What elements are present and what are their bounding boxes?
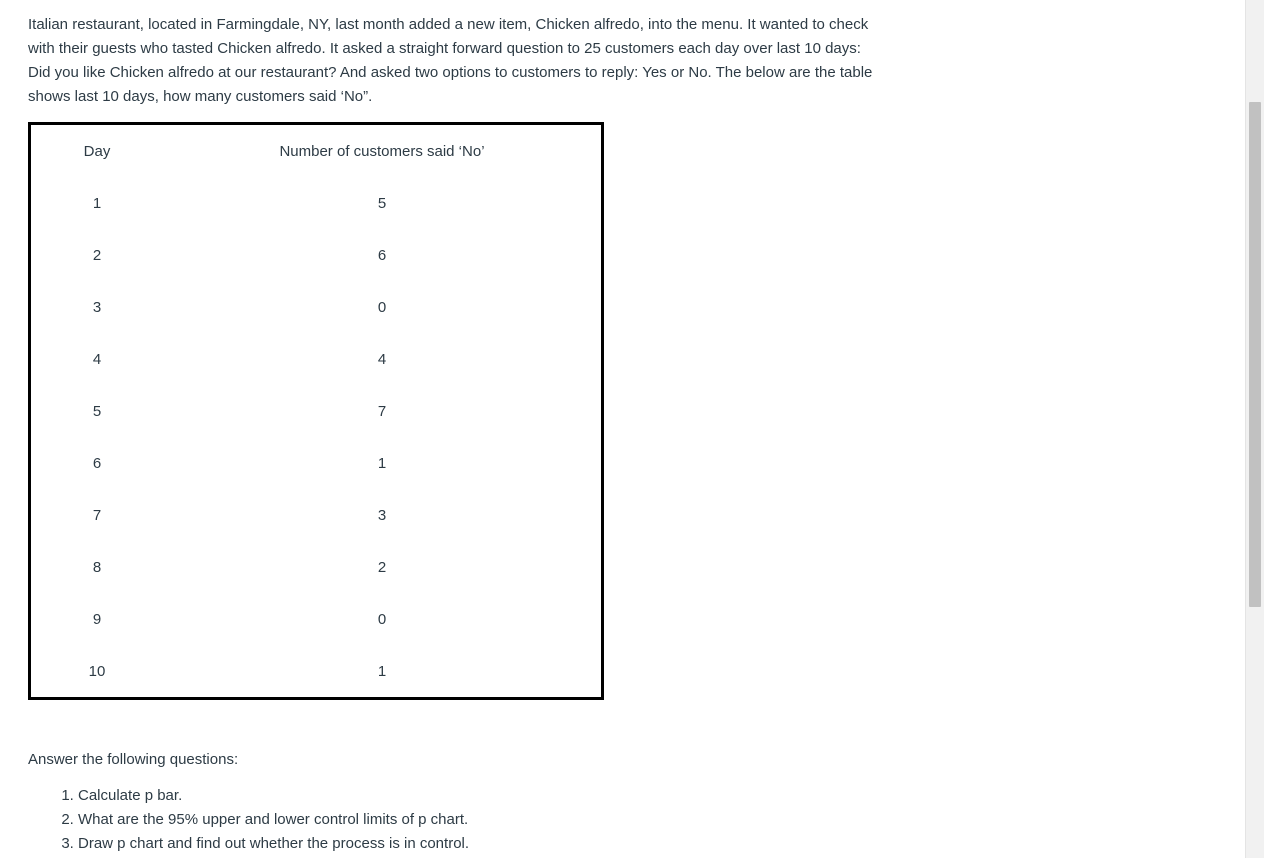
day-cell: 9 xyxy=(92,610,102,628)
intro-line: Italian restaurant, located in Farmingdale, NY, last month added a new item, Chicken alfredo, into the menu. It wanted to check xyxy=(28,16,869,33)
intro-line: Did you like Chicken alfredo at our restaurant? And asked two options to customers to reply: Yes or No. The below are the table xyxy=(28,64,873,81)
question-item: 3. Draw p chart and find out whether the process is in control. xyxy=(78,832,928,856)
day-cell: 2 xyxy=(92,246,102,264)
no-count-cell: 5 xyxy=(377,194,387,212)
question-item: 2. What are the 95% upper and lower control limits of p chart. xyxy=(78,808,928,832)
intro-paragraph xyxy=(28,13,928,109)
no-count-cell: 0 xyxy=(377,610,387,628)
table-row xyxy=(30,333,603,385)
answers-title: Answer the following questions: xyxy=(28,751,239,768)
day-cell: 5 xyxy=(92,402,102,420)
scrollbar-thumb[interactable] xyxy=(1249,102,1261,607)
table-row xyxy=(30,385,603,437)
day-cell: 6 xyxy=(92,454,102,472)
table-row xyxy=(30,593,603,645)
no-count-cell: 3 xyxy=(377,506,387,524)
day-cell: 10 xyxy=(88,662,106,680)
no-count-cell: 7 xyxy=(377,402,387,420)
table-row xyxy=(30,541,603,593)
day-cell: 1 xyxy=(92,194,102,212)
no-count-cell: 2 xyxy=(377,558,387,576)
day-cell: 7 xyxy=(92,506,102,524)
table-row xyxy=(30,645,603,699)
intro-line: with their guests who tasted Chicken alfredo. It asked a straight forward question to 25 customers each day over last 10 days: xyxy=(28,40,861,57)
question-list xyxy=(28,784,928,856)
day-column-header: Day xyxy=(83,142,111,160)
vertical-scrollbar[interactable] xyxy=(1245,0,1264,858)
day-cell: 3 xyxy=(92,298,102,316)
table-row xyxy=(30,489,603,541)
no-count-cell: 6 xyxy=(377,246,387,264)
table-row xyxy=(30,281,603,333)
no-count-column-header: Number of customers said ‘No’ xyxy=(279,142,485,160)
table-header-row xyxy=(30,124,603,178)
no-count-cell: 1 xyxy=(377,662,387,680)
problem-statement xyxy=(28,13,928,109)
intro-line: shows last 10 days, how many customers said ‘No”. xyxy=(28,88,373,105)
table-row xyxy=(30,437,603,489)
table-row xyxy=(30,177,603,229)
question-item: 1. Calculate p bar. xyxy=(78,784,928,808)
customer-no-table xyxy=(28,122,604,700)
table-row xyxy=(30,229,603,281)
no-count-cell: 4 xyxy=(377,350,387,368)
no-count-cell: 1 xyxy=(377,454,387,472)
no-count-cell: 0 xyxy=(377,298,387,316)
answers-section xyxy=(28,748,928,856)
day-cell: 8 xyxy=(92,558,102,576)
day-cell: 4 xyxy=(92,350,102,368)
